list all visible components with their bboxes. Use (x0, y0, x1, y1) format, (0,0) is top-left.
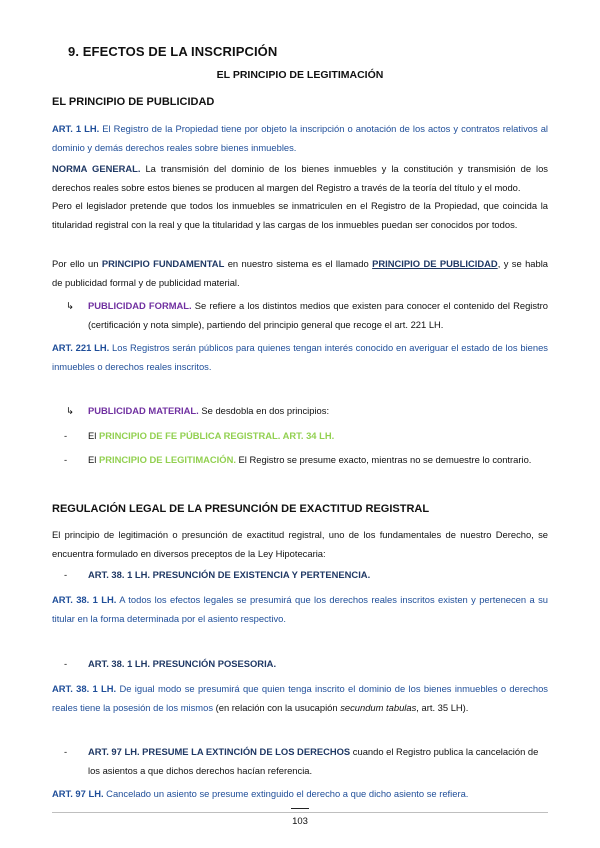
dash-mark: - (64, 746, 68, 757)
paragraph-art38-existencia (52, 591, 548, 628)
article-ref: ART. 38. 1 LH. (52, 594, 117, 605)
text-run: El (88, 430, 99, 441)
text-run: El (88, 454, 99, 465)
fe-publica-label: PRINCIPIO DE FE PÚBLICA REGISTRAL. ART. 34 LH. (98, 430, 335, 441)
arrow-bullet-icon: ↳ (66, 300, 74, 311)
paragraph-principio-legitimacion: El principio de legitimación o presunción de exactitud registral, uno de los fundamentales de nuestro Derecho, se encuentra formulado en diversos preceptos de la Ley Hipotecaria: (52, 529, 548, 559)
article-text: Cancelado un asiento se presume extinguido el derecho a que dicho asiento se refiera. (103, 788, 469, 799)
dash-mark: - (64, 569, 68, 580)
dash-mark: - (64, 658, 68, 669)
bullet-label: PUBLICIDAD FORMAL. (88, 300, 192, 311)
dash-item-art38-posesoria (64, 655, 548, 674)
dash-mark: - (64, 430, 68, 441)
bullet-text: Se desdobla en dos principios: (198, 405, 330, 416)
dash-label: ART. 97 LH. PRESUME LA EXTINCIÓN DE LOS DERECHOS (88, 746, 351, 757)
bullet-publicidad-formal (68, 297, 548, 334)
paragraph-art38-posesoria (52, 680, 548, 717)
bullet-publicidad-material (68, 402, 548, 421)
page-number: 103 (292, 816, 308, 827)
article-ref: ART. 221 LH. (52, 342, 110, 353)
footer-short-rule (291, 808, 309, 809)
text-run: El Registro se presume exacto, mientras no se demuestre lo contrario. (235, 454, 532, 465)
text-run: , art. 35 LH). (416, 701, 469, 713)
text-run: , y se habla de publicidad formal y de publicidad material. (52, 258, 549, 288)
section-title-publicidad: EL PRINCIPIO DE PUBLICIDAD (52, 96, 215, 108)
article-text: De igual modo se presumirá que quien tenga inscrito el dominio de los bienes inmuebles o derechos reales tiene la posesión de los mismos (52, 683, 548, 713)
paragraph-art97 (52, 785, 548, 804)
norma-text: La transmisión del dominio de los bienes inmuebles y la constitución y transmisión de los derechos reales sobre estos bienes se producen al margen del Registro a través de la teoría del título y el modo. (52, 163, 548, 193)
article-text: El Registro de la Propiedad tiene por objeto la inscripción o anotación de los actos y contratos relativos al dominio y demás derechos reales sobre bienes inmuebles. (52, 123, 549, 153)
bullet-text: Se refiere a los distintos medios que existen para conocer el contenido del Registro (certificación y nota simple), partiendo del principio general que recoge el art. 221 LH. (88, 300, 548, 330)
section-title-regulacion: REGULACIÓN LEGAL DE LA PRESUNCIÓN DE EXACTITUD REGISTRAL (52, 503, 430, 515)
article-ref: ART. 38. 1 LH. (52, 683, 117, 694)
article-ref: ART. 1 LH. (52, 123, 100, 134)
dash-item-fe-publica (64, 427, 548, 446)
text-run: Por ello un (52, 258, 102, 269)
article-ref: ART. 97 LH. (52, 788, 104, 799)
paragraph-norma-general (52, 160, 548, 197)
paragraph-legislador: Pero el legislador pretende que todos los inmuebles se inmatriculen en el Registro de la Propiedad, que coincida la titularidad registral con la real y que la titularidad y las cargas de los inmuebles puedan ser conocidos por todos. (52, 200, 548, 230)
dash-label: ART. 38. 1 LH. PRESUNCIÓN DE EXISTENCIA Y PERTENENCIA. (88, 569, 371, 580)
paragraph-principio-fundamental (52, 255, 548, 292)
norma-label: NORMA GENERAL. (52, 163, 141, 174)
arrow-bullet-icon: ↳ (66, 405, 74, 416)
dash-item-art97 (64, 743, 548, 780)
bullet-label: PUBLICIDAD MATERIAL. (88, 405, 199, 416)
text-run: en nuestro sistema es el llamado (224, 258, 373, 269)
principio-fundamental-label: PRINCIPIO FUNDAMENTAL (101, 258, 225, 269)
dash-item-art38-existencia (64, 566, 548, 585)
footer-rule (52, 812, 548, 813)
dash-item-legitimacion (64, 451, 548, 470)
text-run: cuando el Registro publica la cancelación de los asientos a que dichos derechos hacían referencia. (88, 746, 539, 776)
principio-publicidad-label: PRINCIPIO DE PUBLICIDAD (372, 258, 498, 269)
dash-mark: - (64, 454, 68, 465)
article-text: A todos los efectos legales se presumirá que los derechos reales inscritos existen y pertenecen a su titular en la forma determinada por el asiento respectivo. (52, 594, 548, 624)
dash-label: ART. 38. 1 LH. PRESUNCIÓN POSESORIA. (88, 658, 277, 669)
chapter-heading: 9. EFECTOS DE LA INSCRIPCIÓN (68, 44, 278, 59)
article-text: Los Registros serán públicos para quienes tengan interés conocido en averiguar el estado de los bienes inmuebles o derechos reales inscritos. (52, 342, 548, 372)
section-subheading: EL PRINCIPIO DE LEGITIMACIÓN (216, 69, 384, 81)
paragraph-art1 (52, 120, 548, 157)
paragraph-art221 (52, 339, 548, 376)
legitimacion-label: PRINCIPIO DE LEGITIMACIÓN. (98, 454, 236, 465)
text-run: (en relación con la usucapión (213, 701, 341, 713)
italic-term: secundum tabulas (340, 701, 417, 713)
